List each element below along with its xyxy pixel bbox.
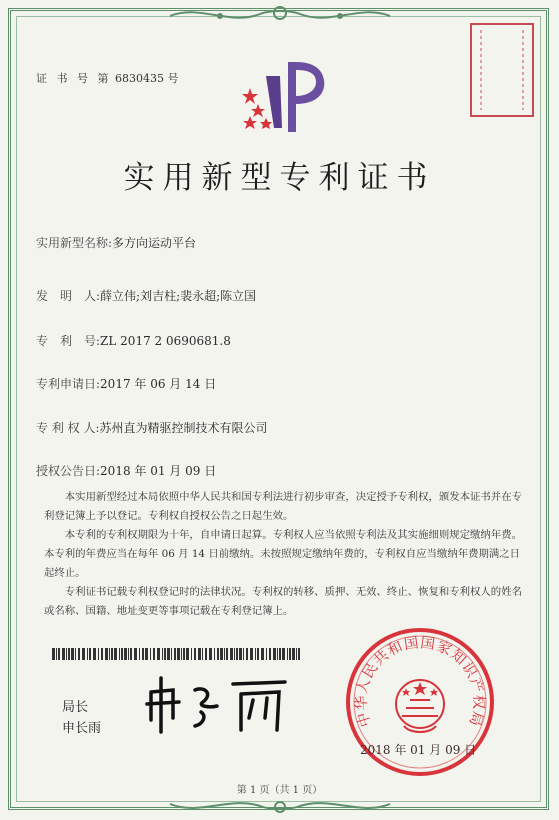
filing-date-field: 专利申请日:2017 年 06 月 14 日 bbox=[36, 377, 217, 391]
patent-number-field: 专 利 号:ZL 2017 2 0690681.8 bbox=[36, 334, 231, 348]
seal-date: 2018 年 01 月 09 日 bbox=[360, 743, 477, 757]
certificate-number: 证 书 号 第 6830435 号 bbox=[36, 72, 179, 85]
patent-office-logo-icon bbox=[236, 58, 330, 140]
body-paragraph: 本实用新型经过本局依照中华人民共和国专利法进行初步审查，决定授予专利权，颁发本证书并在专利登记簿上予以登记。专利权自授权公告之日起生效。 bbox=[44, 491, 522, 522]
seal-text: 中华人民共和国国家知识产权局 bbox=[353, 635, 487, 729]
body-paragraph: 专利证书记载专利权登记时的法律状况。专利权的转移、质押、无效、终止、恢复和专利权人的姓名或名称、国籍、地址变更等事项记载在专利登记簿上。 bbox=[44, 586, 522, 617]
grant-date-field: 授权公告日:2018 年 01 月 09 日 bbox=[36, 464, 217, 478]
body-paragraph: 本专利的专利权期限为十年，自申请日起算。专利权人应当依照专利法及其实施细则规定缴纳年费。本专利的年费应当在每年 06 月 14 日前缴纳。未按照规定缴纳年费的，专利权自应当缴纳年费期满之日起终止。 bbox=[44, 529, 522, 579]
page-footer: 第 1 页（共 1 页） bbox=[236, 785, 323, 796]
certificate-body bbox=[44, 488, 522, 621]
handwritten-signature-icon bbox=[143, 672, 293, 736]
tax-stamp-icon bbox=[467, 20, 537, 120]
barcode-icon bbox=[52, 648, 302, 660]
patentee-field: 专 利 权 人:苏州直为精驱控制技术有限公司 bbox=[36, 421, 268, 435]
signatory-title: 局长 bbox=[62, 700, 89, 715]
top-ornament-icon bbox=[160, 2, 400, 28]
bottom-ornament-icon bbox=[160, 796, 400, 818]
inventors-field: 发 明 人:薛立伟;刘吉柱;裴永超;陈立国 bbox=[36, 289, 257, 303]
utility-model-name-field: 实用新型名称:多方向运动平台 bbox=[36, 236, 197, 250]
certificate-title: 实用新型专利证书 bbox=[123, 160, 436, 196]
signatory-name: 申长雨 bbox=[62, 721, 102, 736]
